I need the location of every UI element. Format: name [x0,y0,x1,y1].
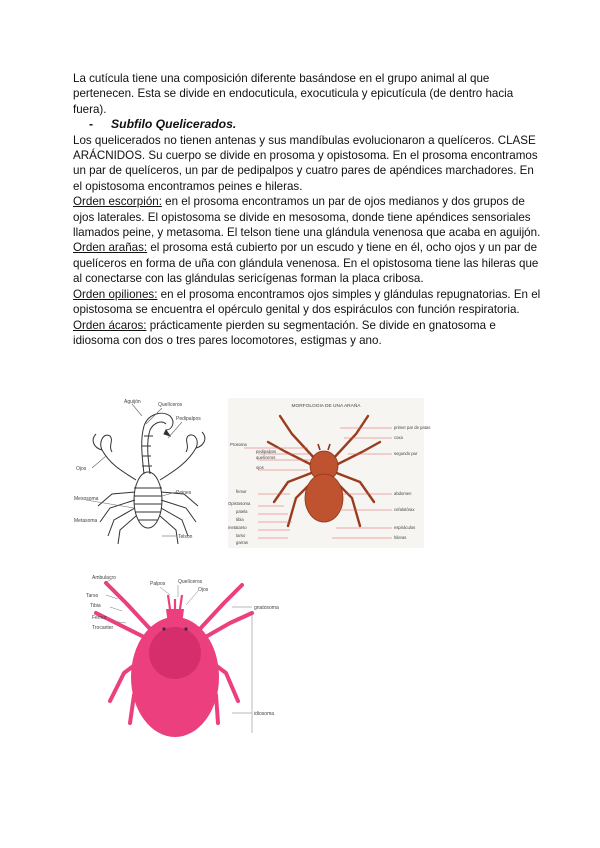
scorpion-label-metasoma: Metasoma [74,518,98,524]
spider-label-queliceros: quelíceros [256,455,276,460]
spider-label-garras: garras [236,540,248,545]
paragraph-quelicerados: Los quelicerados no tienen antenas y sus mandíbulas evolucionaron a quelíceros. CLASE ARÁCNIDOS. Su cuerpo se divide en prosoma y opistosoma. En el prosoma encontramos un par de quelíceros, un par de pedipalpos y cuatro pares de apéndices marchadores. En el opistosoma encontramos peines e hileras. [73,133,538,193]
section-heading [73,117,543,132]
spider-label-ojos: ojos [256,465,264,470]
mite-label-trocanter: Trocanter [92,625,114,631]
spider-label-primer-par: primer par de patas [394,425,431,430]
scorpion-illustration [72,396,228,548]
text-body [73,71,543,348]
order-label-opiliones: Orden opiliones: [73,287,158,301]
order-text-aranas: el prosoma está cubierto por un escudo y tiene en él, ocho ojos y un par de quelíceros en forma de uña con glándula venenosa. En el opistosoma tiene las hileras que al conectarse con las glándulas sericígenas forman la placa cribosa. [73,241,539,286]
spider-figure [228,398,431,548]
spider-label-cefalotorax: cefalotórax [394,507,415,512]
order-label-escorpion: Orden escorpión: [73,195,162,209]
scorpion-label-ojos: Ojos [76,466,87,472]
mite-label-tibia: Tibia [90,603,101,609]
order-text-escorpion: en el prosoma encontramos un par de ojos medianos y dos grupos de ojos laterales. El opistosoma se divide en mesosoma, donde tiene apéndices sensoriales llamados peine, y metasoma. El telson tiene una glándula venenosa que acaba en aguijón. [73,195,541,240]
mite-label-gnatosoma: gnatosoma [254,605,279,611]
mite-label-idiosoma: idiosoma [254,711,275,717]
heading-text: Subfilo Quelicerados. [111,117,237,132]
mite-label-queliceros: Quelíceros [178,579,203,585]
scorpion-figure [72,396,228,548]
spider-label-tibia: tibia [236,517,244,522]
scorpion-label-pedipalpos: Pedipalpos [176,416,201,422]
paragraph-aranas [73,240,543,286]
spider-label-metatarso: metatarso [228,525,247,530]
spider-label-tarso: tarso [236,533,246,538]
mite-label-ambulacro: Ambulacro [92,575,116,581]
scorpion-label-peines: Peines [176,490,192,496]
paragraph-opiliones [73,287,543,318]
spider-label-opistosoma: Opistosoma [228,501,251,506]
spider-label-coxa: coxa [394,435,403,440]
spider-title: MORFOLOGIA DE UNA ARAÑA [291,404,361,409]
mite-label-femur: Fémur [92,615,107,621]
mite-label-palpos: Palpos [150,581,166,587]
spider-label-espiraculos: espiráculos [394,525,416,530]
heading-bullet: - [89,117,94,132]
order-text-acaros: prácticamente pierden su segmentación. Se divide en gnatosoma e idiosoma con dos o tres pares locomotores, estigmas y ano. [73,318,496,347]
order-label-aranas: Orden arañas: [73,241,148,255]
spider-label-segundo-par: segundo par [394,451,418,456]
scorpion-label-aguijon: Aguijón [124,399,141,405]
order-label-acaros: Orden ácaros: [73,318,147,332]
mite-label-ojos: Ojos [198,587,209,593]
spider-label-prosoma: Prosoma [230,442,247,447]
spider-label-abdomen: abdomen [394,491,412,496]
mite-label-tarso: Tarso [86,593,99,599]
spider-label-hileras: hileras [394,535,407,540]
mite-figure [82,573,282,755]
order-text-opiliones: en el prosoma encontramos ojos simples y glándulas repugnatorias. En el opistosoma se encuentra el opérculo genital y dos espiráculos con función respiratoria. [73,287,541,317]
paragraph-cuticula: La cutícula tiene una composición diferente basándose en el grupo animal al que pertenecen. Esta se divide en endocuticula, exocuticula y epicutícula (de dentro hacia fuera). [73,72,514,116]
spider-label-femur: femur [236,489,247,494]
scorpion-label-telson: Telson [178,534,193,540]
scorpion-label-queliceros: Quelíceros [158,402,183,408]
mite-illustration [82,573,282,755]
spider-label-pedipalpos: pedipalpos [256,449,277,454]
spider-label-patela: patela [236,509,248,514]
paragraph-escorpion [73,194,543,240]
paragraph-acaros [73,318,543,349]
scorpion-label-mesosoma: Mesosoma [74,496,99,502]
spider-illustration [228,398,431,548]
